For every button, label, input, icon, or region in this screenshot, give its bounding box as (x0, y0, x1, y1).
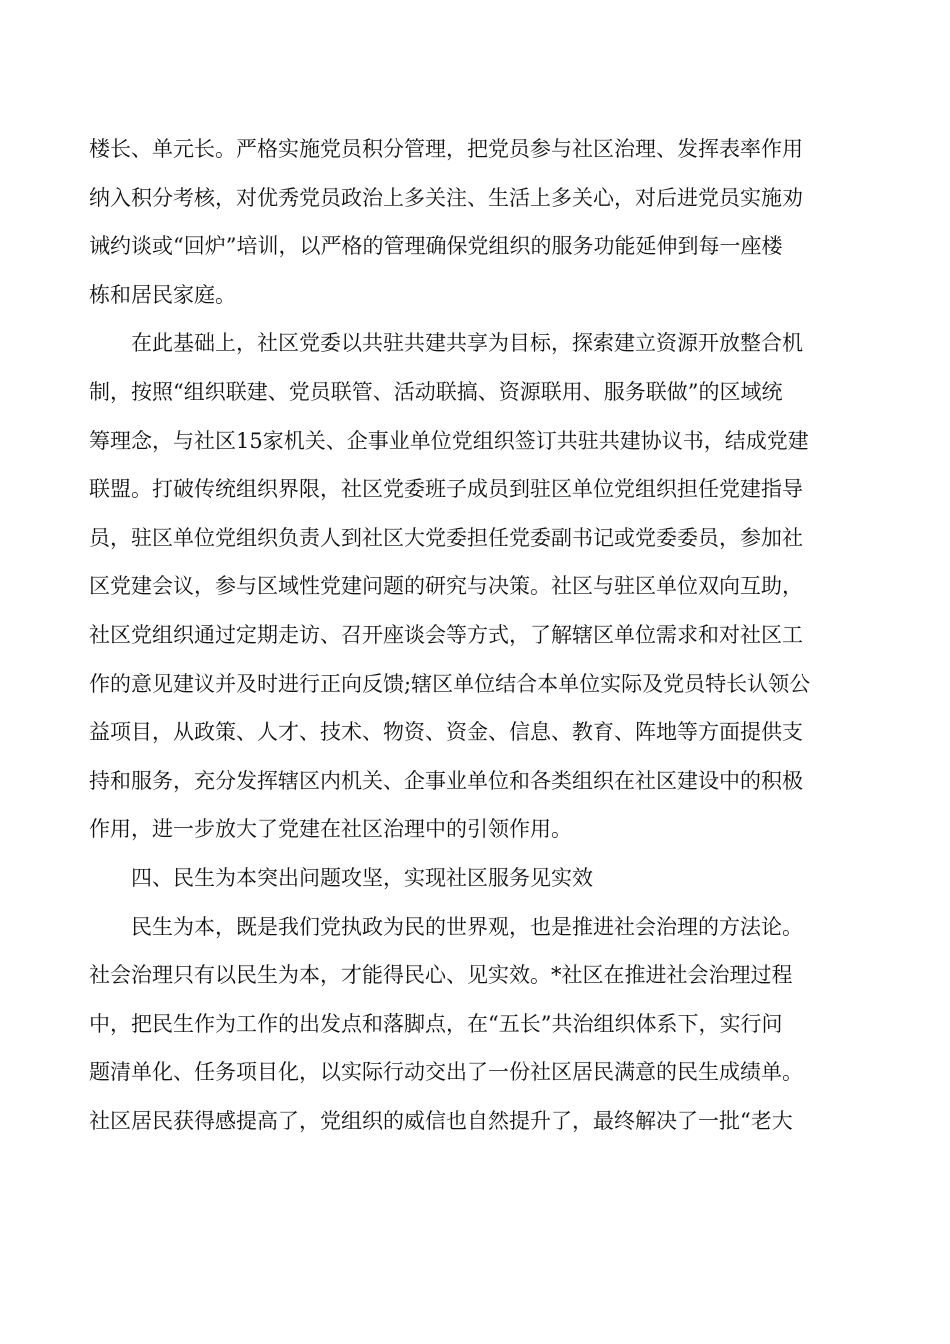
heading-line: 四、民生为本突出问题攻坚，实现社区服务见实效 (89, 865, 593, 890)
text-line: 楼长、单元长。严格实施党员积分管理，把党员参与社区治理、发挥表率作用 (89, 137, 803, 161)
text-line: 持和服务，充分发挥辖区内机关、企事业单位和各类组织在社区建设中的积极 (89, 768, 803, 793)
paragraph-3 (89, 903, 861, 1146)
text-line: 筹理念，与社区15家机关、企事业单位党组织签订共驻共建协议书，结成党建 (89, 428, 809, 453)
document-body (89, 125, 861, 1145)
text-line: 在此基础上，社区党委以共驻共建共享为目标，探索建立资源开放整合机 (89, 331, 803, 356)
text-line: 联盟。打破传统组织界限，社区党委班子成员到驻区单位党组织担任党建指导 (89, 477, 803, 502)
text-line: 作用，进一步放大了党建在社区治理中的引领作用。 (89, 817, 572, 842)
text-line: 题清单化、任务项目化，以实际行动交出了一份社区居民满意的民生成绩单。 (89, 1060, 803, 1085)
text-line: 诫约谈或“回炉”培训，以严格的管理确保党组织的服务功能延伸到每一座楼 (89, 234, 783, 259)
paragraph-1 (89, 125, 861, 319)
text-line: 纳入积分考核，对优秀党员政治上多关注、生活上多关心，对后进党员实施劝 (89, 185, 803, 210)
text-line: 益项目，从政策、人才、技术、物资、资金、信息、教育、阵地等方面提供支 (89, 720, 803, 745)
paragraph-2 (89, 319, 861, 854)
text-line: 社区党组织通过定期走访、召开座谈会等方式，了解辖区单位需求和对社区工 (89, 622, 803, 647)
text-line: 作的意见建议并及时进行正向反馈;辖区单位结合本单位实际及党员特长认领公 (89, 671, 811, 696)
text-line: 制，按照“组织联建、党员联管、活动联搞、资源联用、服务联做”的区域统 (89, 379, 783, 404)
text-line: 区党建会议，参与区域性党建问题的研究与决策。社区与驻区单位双向互助， (89, 574, 803, 599)
text-line: 员，驻区单位党组织负责人到社区大党委担任党委副书记或党委委员，参加社 (89, 525, 803, 550)
section-heading (89, 854, 861, 903)
text-line: 中，把民生作为工作的出发点和落脚点，在“五长”共治组织体系下，实行问 (89, 1011, 783, 1036)
text-line: 社区居民获得感提高了，党组织的威信也自然提升了，最终解决了一批“老大 (89, 1108, 793, 1133)
text-line: 民生为本，既是我们党执政为民的世界观，也是推进社会治理的方法论。 (89, 914, 803, 939)
text-line: 栋和居民家庭。 (89, 282, 236, 307)
text-line: 社会治理只有以民生为本，才能得民心、见实效。*社区在推进社会治理过程 (89, 963, 793, 988)
